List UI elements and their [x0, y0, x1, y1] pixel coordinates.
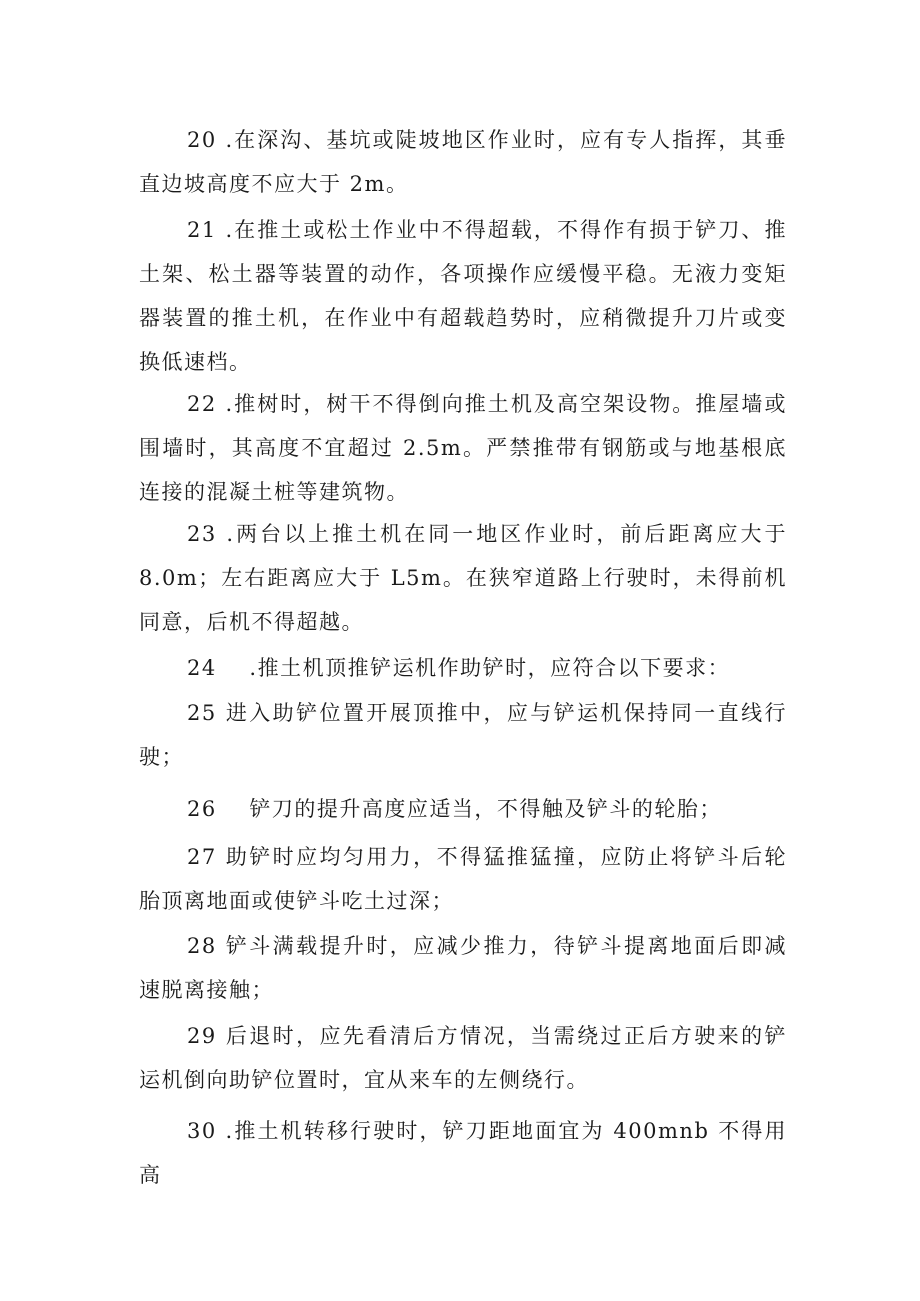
paragraph-22: 22 .推树时，树干不得倒向推土机及高空架设物。推屋墙或围墙时，其高度不宜超过 2.5m。严禁推带有钢筋或与地基根底连接的混凝土桩等建筑物。 [139, 392, 787, 504]
paragraph-20: 20 .在深沟、基坑或陡坡地区作业时，应有专人指挥，其垂直边坡高度不应大于 2m。 [139, 128, 787, 196]
paragraph-28: 28 铲斗满载提升时，应减少推力，待铲斗提离地面后即减速脱离接触； [139, 934, 787, 1002]
paragraph-29: 29 后退时，应先看清后方情况，当需绕过正后方驶来的铲运机倒向助铲位置时，宜从来车的左侧绕行。 [139, 1024, 787, 1092]
paragraph-27: 27 助铲时应均匀用力，不得猛推猛撞，应防止将铲斗后轮胎顶离地面或使铲斗吃土过深； [139, 845, 787, 913]
paragraph-21: 21 .在推土或松土作业中不得超载，不得作有损于铲刀、推土架、松土器等装置的动作，各项操作应缓慢平稳。无液力变矩器装置的推土机，在作业中有超载趋势时，应稍微提升刀片或变换低速档。 [139, 218, 787, 374]
paragraph-24: 24 .推土机顶推铲运机作助铲时，应符合以下要求： [187, 656, 731, 680]
paragraph-23: 23 .两台以上推土机在同一地区作业时，前后距离应大于8.0m；左右距离应大于 L5m。在狭窄道路上行驶时，未得前机同意，后机不得超越。 [139, 522, 787, 634]
paragraph-25: 25 进入助铲位置开展顶推中，应与铲运机保持同一直线行驶； [139, 701, 787, 769]
paragraph-26: 26 铲刀的提升高度应适当，不得触及铲斗的轮胎； [187, 797, 722, 821]
paragraph-30: 30 .推土机转移行驶时，铲刀距地面宜为 400mnb 不得用高 [139, 1119, 787, 1187]
